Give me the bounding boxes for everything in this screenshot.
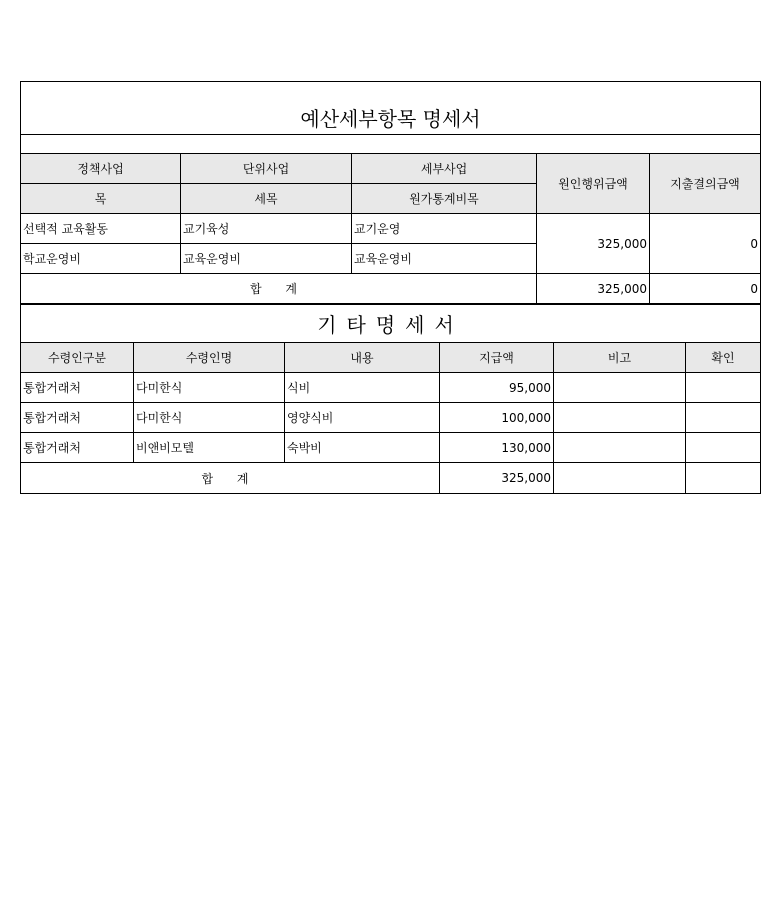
spacer-row <box>21 135 761 154</box>
header-recipient-name: 수령인명 <box>134 343 285 373</box>
header-item: 목 <box>21 184 181 214</box>
header-recipient-type: 수령인구분 <box>21 343 134 373</box>
content-cell: 숙박비 <box>285 433 440 463</box>
note-cell <box>554 403 686 433</box>
budget-row-2-col2: 교육운영비 <box>181 244 352 274</box>
confirm-cell <box>686 463 761 494</box>
header-subitem: 세목 <box>181 184 352 214</box>
header-confirm: 확인 <box>686 343 761 373</box>
recipient-type-cell: 통합거래처 <box>21 403 134 433</box>
confirm-cell <box>686 433 761 463</box>
expenditure-amount-cell: 0 <box>650 214 761 274</box>
header-content: 내용 <box>285 343 440 373</box>
budget-title: 예산세부항목 명세서 <box>21 82 761 135</box>
other-total-label: 합 계 <box>21 463 440 494</box>
header-detail-project: 세부사업 <box>352 154 537 184</box>
recipient-name-cell: 다미한식 <box>134 403 285 433</box>
other-total-amount: 325,000 <box>440 463 554 494</box>
recipient-name-cell: 비앤비모텔 <box>134 433 285 463</box>
content-cell: 식비 <box>285 373 440 403</box>
budget-row-1-col1: 선택적 교육활동 <box>21 214 181 244</box>
header-policy-project: 정책사업 <box>21 154 181 184</box>
budget-row-1-col3: 교기운영 <box>352 214 537 244</box>
budget-row-1-col2: 교기육성 <box>181 214 352 244</box>
table-row <box>21 403 761 433</box>
other-title: 기타명세서 <box>21 305 761 343</box>
amount-cell: 100,000 <box>440 403 554 433</box>
other-detail-table <box>20 304 761 494</box>
header-expenditure-amount: 지출결의금액 <box>650 154 761 214</box>
table-row <box>21 433 761 463</box>
header-unit-project: 단위사업 <box>181 154 352 184</box>
header-note: 비고 <box>554 343 686 373</box>
note-cell <box>554 373 686 403</box>
table-row <box>21 373 761 403</box>
budget-total-cause: 325,000 <box>537 274 650 304</box>
note-cell <box>554 463 686 494</box>
note-cell <box>554 433 686 463</box>
recipient-type-cell: 통합거래처 <box>21 373 134 403</box>
header-cost-account: 원가통계비목 <box>352 184 537 214</box>
budget-row-2-col1: 학교운영비 <box>21 244 181 274</box>
confirm-cell <box>686 403 761 433</box>
header-cause-amount: 원인행위금액 <box>537 154 650 214</box>
content-cell: 영양식비 <box>285 403 440 433</box>
recipient-name-cell: 다미한식 <box>134 373 285 403</box>
budget-total-expenditure: 0 <box>650 274 761 304</box>
cause-amount-cell: 325,000 <box>537 214 650 274</box>
budget-row-2-col3: 교육운영비 <box>352 244 537 274</box>
amount-cell: 95,000 <box>440 373 554 403</box>
budget-detail-table <box>20 81 761 304</box>
amount-cell: 130,000 <box>440 433 554 463</box>
budget-total-label: 합 계 <box>21 274 537 304</box>
recipient-type-cell: 통합거래처 <box>21 433 134 463</box>
header-amount: 지급액 <box>440 343 554 373</box>
confirm-cell <box>686 373 761 403</box>
